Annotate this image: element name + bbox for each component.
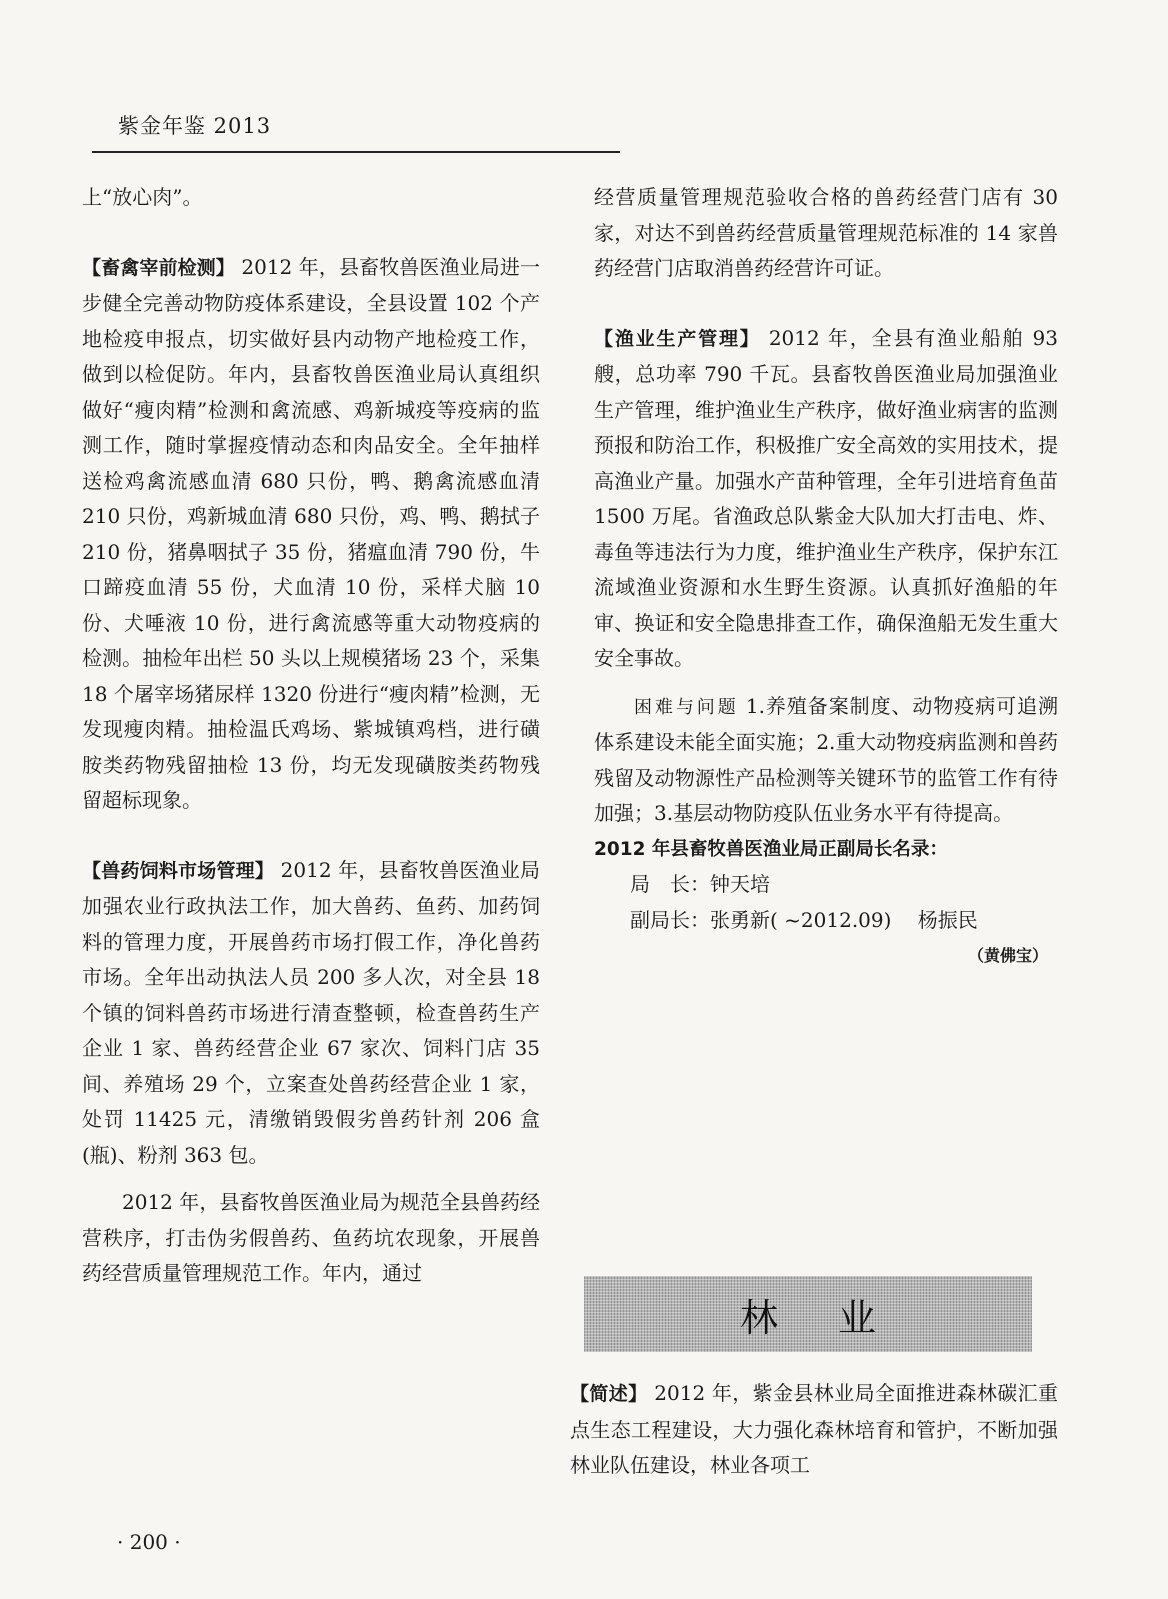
deputy-line: 副局长：张勇新( ~2012.09) 杨振民 [630, 907, 978, 932]
director-line: 局 长：钟天培 [630, 872, 770, 896]
author-credit: （黄佛宝） [967, 946, 1048, 965]
section-heading: 【渔业生产管理】 [594, 327, 761, 350]
intro-text: 上“放心肉”。 [82, 185, 203, 209]
section-heading: 【畜禽宰前检测】 [82, 256, 235, 279]
paragraph: 2012 年，县畜牧兽医渔业局为规范全县兽药经营秩序，打击伪劣假兽药、鱼药坑农现象，开展兽药经营质量管理规范工作。年内，通过 [82, 1190, 540, 1285]
section-body: 2012 年，全县有渔业船舶 93 艘，总功率 790 千瓦。县畜牧兽医渔业局加强渔业生产管理，维护渔业生产秩序，做好渔业病害的监测预报和防治工作，积极推广安全高效的实用技术，提高渔业产量。加强水产苗种管理，全年引进培育鱼苗 1500 万尾。省渔政总队紫金大队加大打击电、炸、毒鱼等违法行为力度，维护渔业生产秩序，保护东江流域渔业资源和水生野生资源。认真抓好渔船的年审、换证和安全隐患排查工作，确保渔船无发生重大安全事故。 [594, 325, 1058, 670]
difficulty-label: 困难与问题 [634, 696, 739, 718]
forestry-summary [570, 1376, 1058, 1484]
section-body: 2012 年，县畜牧兽医渔业局进一步健全完善动物防疫体系建设，全县设置 102 个产地检疫申报点，切实做好县内动物产地检疫工作，做到以检促防。年内，县畜牧兽医渔业局认真组织做好“瘦肉精”检测和禽流感、鸡新城疫等疫病的监测工作，随时掌握疫情动态和肉品安全。全年抽样送检鸡禽流感血清 680 只份，鸭、鹅禽流感血清 210 只份，鸡新城血清 680 只份，鸡、鸭、鹅拭子 210 份，猪鼻咽拭子 35 份，猪瘟血清 790 份，牛口蹄疫血清 55 份，犬血清 10 份，采样犬脑 10 份、犬唾液 10 份，进行禽流感等重大动物疫病的检测。抽检年出栏 50 头以上规模猪场 23 个，采集 18 个屠宰场猪尿样 1320 份进行“瘦肉精”检测，无发现瘦肉精。抽检温氏鸡场、紫城镇鸡档，进行磺胺类药物残留抽检 13 份，均无发现磺胺类药物残留超标现象。 [82, 254, 540, 812]
section-heading: 【简述】 [570, 1383, 648, 1405]
difficulties-paragraph [594, 689, 1058, 832]
section-heading: 【兽药饲料市场管理】 [82, 859, 275, 882]
banner-title: 林业 [739, 1295, 936, 1340]
page-number: · 200 · [117, 1530, 181, 1554]
difficulty-text: 1.养殖备案制度、动物疫病可追溯体系建设未能全面实施；2.重大动物疫病监测和兽药残留及动物源性产品检测等关键环节的监管工作有待加强；3.基层动物防疫队伍业务水平有待提高。 [594, 693, 1058, 825]
section-body: 2012 年，紫金县林业局全面推进森林碳汇重点生态工程建设，大力强化森林培育和管护，不断加强林业队伍建设，林业各项工 [570, 1381, 1058, 1477]
section-fishery-management [594, 321, 1058, 677]
left-column [82, 180, 540, 1292]
section-body: 2012 年，县畜牧兽医渔业局加强农业行政执法工作，加大兽药、鱼药、加药饲料的管理力度，开展兽药市场打假工作，净化兽药市场。全年出动执法人员 200 多人次，对全县 18 个镇的饲料兽药市场进行清查整顿，检查兽药生产企业 1 家、兽药经营企业 67 家次、饲料门店 35 间、养殖场 29 个，立案查处兽药经营企业 1 家，处罚 11425 元，清缴销毁假劣兽药针剂 206 盒(瓶)、粉剂 363 包。 [82, 857, 540, 1167]
yearbook-title: 紫金年鉴 2013 [118, 114, 272, 138]
forestry-section-banner [584, 1276, 1032, 1352]
section-livestock-inspection [82, 250, 540, 819]
roster-title: 2012 年县畜牧兽医渔业局正副局长名录： [594, 838, 948, 860]
section-vet-drug-market [82, 853, 540, 1174]
section-forestry-overview [570, 1376, 1058, 1484]
header-rule [92, 151, 620, 153]
continuation-text: 经营质量管理规范验收合格的兽药经营门店有 30 家，对达不到兽药经营质量管理规范标准的 14 家兽药经营门店取消兽药经营许可证。 [594, 185, 1058, 280]
right-column [594, 180, 1058, 974]
